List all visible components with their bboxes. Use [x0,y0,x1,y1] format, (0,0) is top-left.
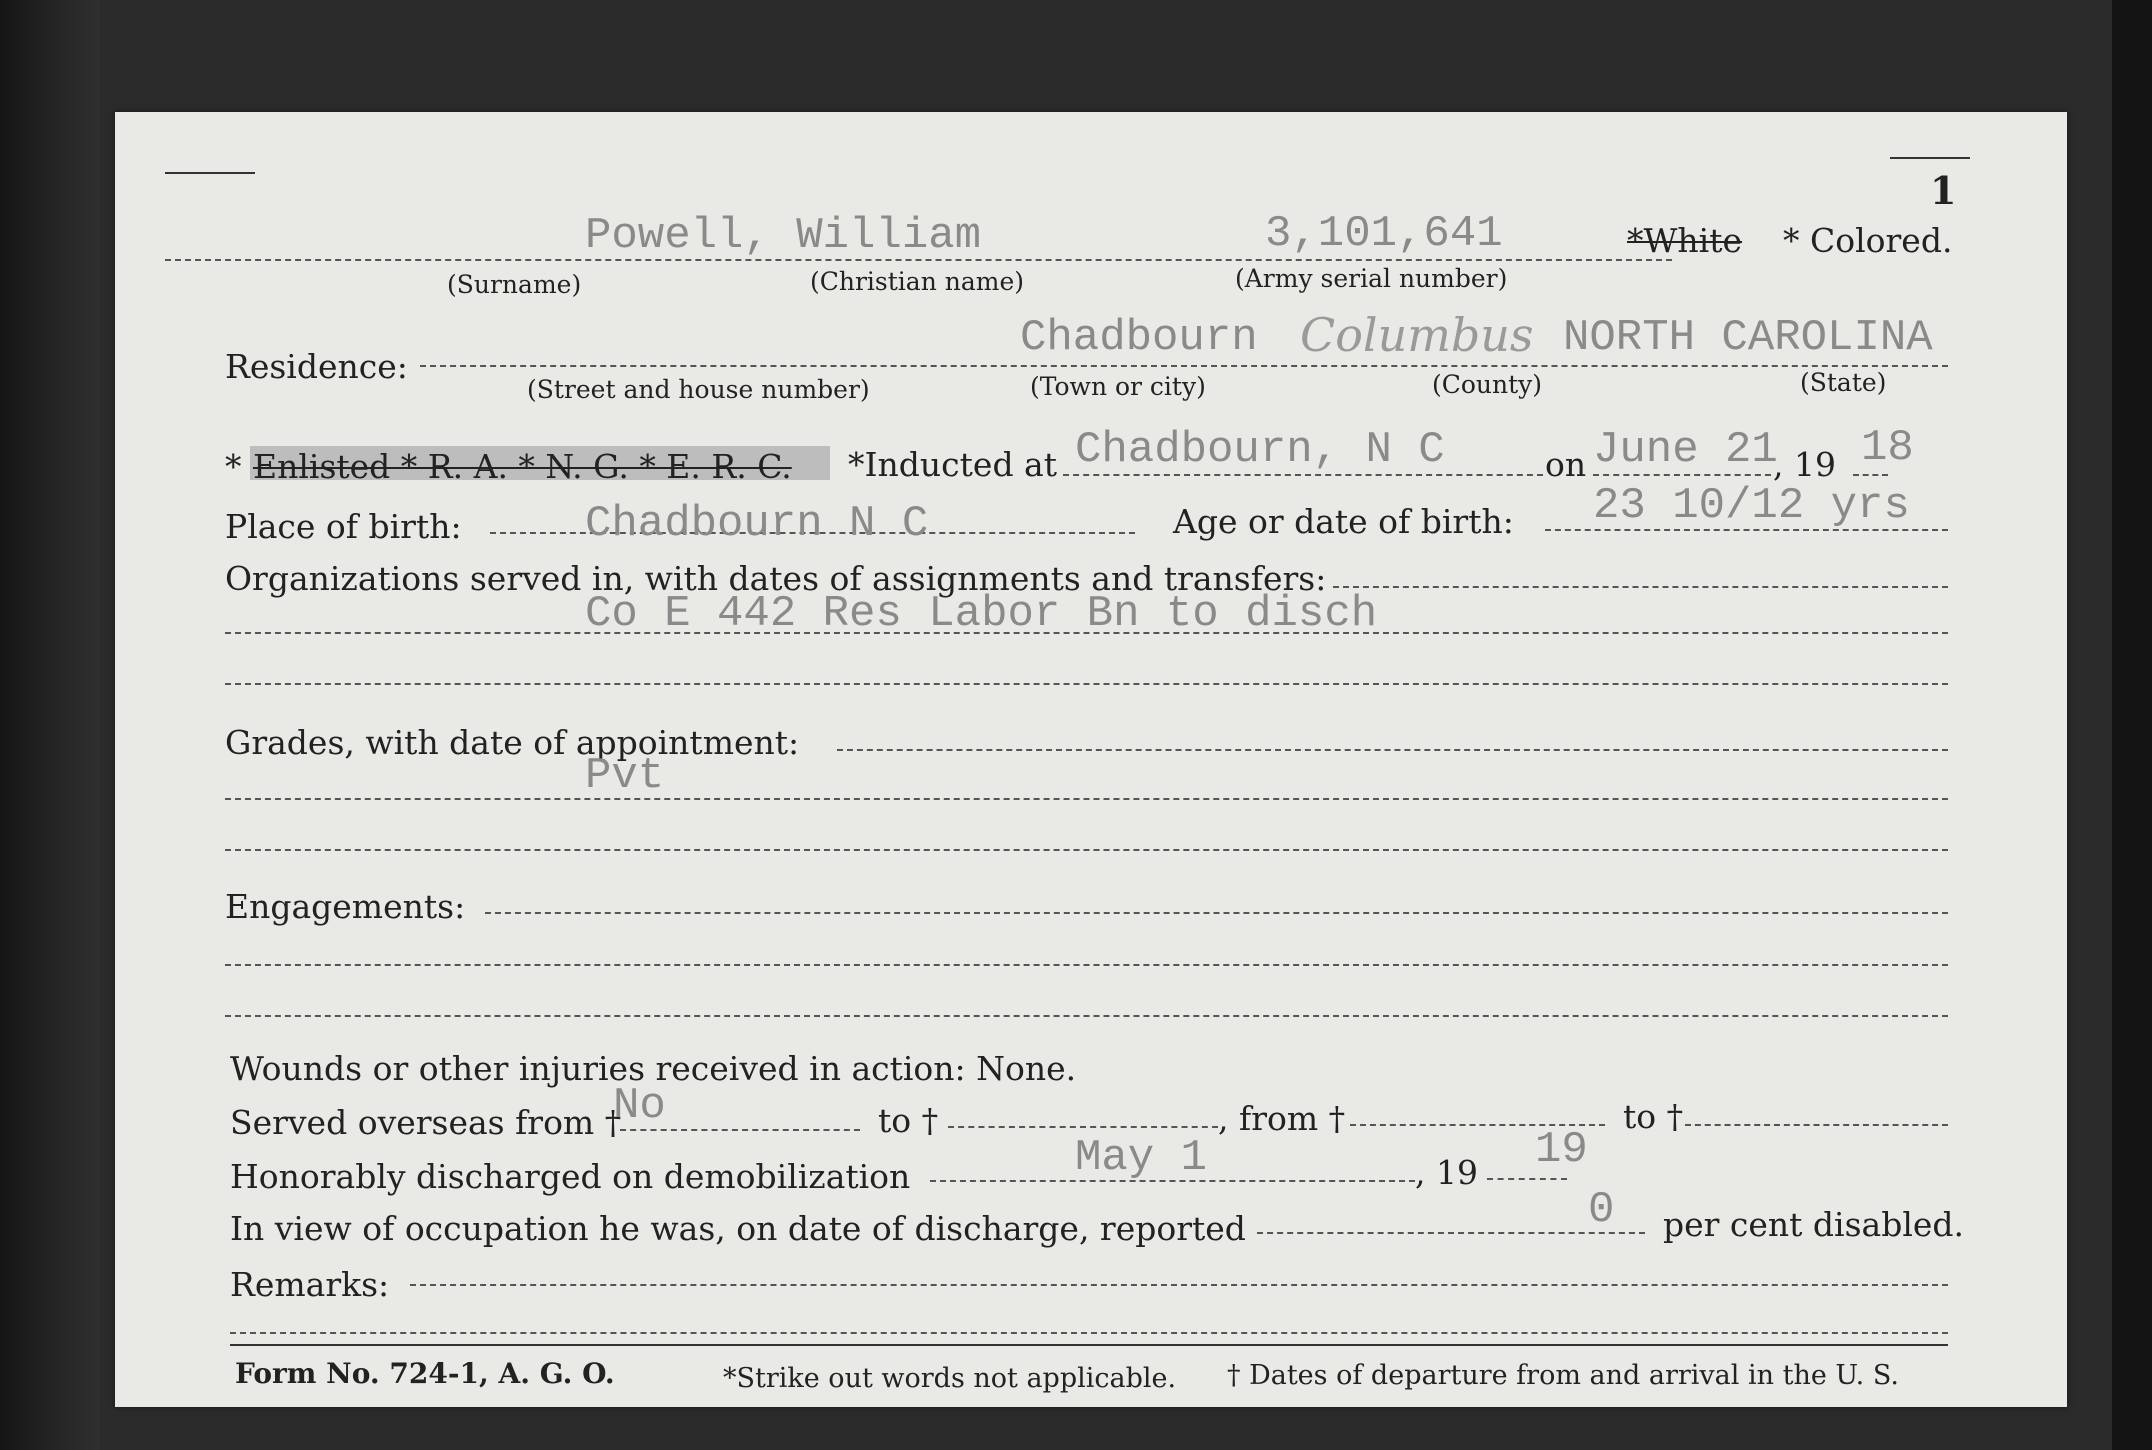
top-right-rule [1890,157,1970,159]
year-prefix: , 19 [1773,445,1836,484]
discharge-year-line [1487,1178,1567,1180]
scanner-background-right [2112,0,2152,1450]
residence-line [420,365,1948,367]
induction-year-line [1853,474,1888,476]
wounds-label: Wounds or other injuries received in action: None. [230,1049,1077,1088]
discharge-date-value: May 1 [1075,1133,1208,1183]
engagements-line-3 [225,1015,1948,1017]
remarks-line-1 [410,1284,1948,1286]
engagements-label: Engagements: [225,887,466,926]
disability-line [1257,1232,1645,1234]
surname-value: Powell, William [585,211,982,261]
service-record-card [115,112,2067,1407]
footnote-dates: † Dates of departure from and arrival in the U. S. [1227,1360,1899,1391]
overseas-to-label: to † [878,1101,939,1140]
residence-label: Residence: [225,347,408,386]
birthplace-label: Place of birth: [225,507,462,546]
on-label: on [1545,445,1587,484]
enlisted-options-struck: Enlisted * R. A. * N. G. * E. R. C. [253,447,792,486]
label-street: (Street and house number) [527,375,870,404]
name-line [165,259,1672,261]
form-number: Form No. 724-1, A. G. O. [235,1357,615,1390]
discharge-label: Honorably discharged on demobilization [230,1157,911,1196]
induction-year-value: 18 [1861,423,1914,473]
organizations-value: Co E 442 Res Labor Bn to disch [585,589,1378,639]
engagements-line-2 [225,964,1948,966]
serial-value: 3,101,641 [1265,209,1503,259]
page-number: 1 [1930,168,1957,213]
overseas-label: Served overseas from † [230,1103,622,1142]
overseas-from-line [620,1129,860,1131]
remarks-label: Remarks: [230,1265,390,1304]
label-state: (State) [1800,368,1887,397]
overseas-from-label-2: , from † [1218,1099,1346,1138]
inducted-label: *Inducted at [848,445,1057,484]
inducted-value: Chadbourn, N C [1075,425,1445,475]
overseas-to-label-2: to † [1623,1097,1684,1136]
overseas-to-line [948,1126,1218,1128]
label-christian-name: (Christian name) [810,267,1025,296]
race-white-struck: *White [1627,221,1743,260]
grades-label: Grades, with date of appointment: [225,723,800,762]
label-town: (Town or city) [1030,372,1206,401]
engagements-line-1 [485,912,1948,914]
label-county: (County) [1432,370,1543,399]
organizations-line-3 [225,683,1948,685]
grades-line-3 [225,849,1948,851]
footer-rule [230,1344,1948,1346]
grades-line-2 [225,798,1948,800]
top-left-rule [165,172,255,174]
discharge-year-prefix: , 19 [1415,1153,1478,1192]
grades-line-1 [837,749,1948,751]
residence-state-value: NORTH CAROLINA [1563,313,1933,363]
discharge-year-value: 19 [1535,1125,1588,1175]
disability-label: In view of occupation he was, on date of discharge, reported [230,1209,1246,1248]
race-colored: * Colored. [1783,221,1953,260]
residence-town-value: Chadbourn [1020,313,1258,363]
grades-value: Pvt [585,751,665,801]
footnote-strike: *Strike out words not applicable. [723,1363,1177,1394]
label-army-serial: (Army serial number) [1235,264,1508,293]
disability-value: 0 [1588,1185,1615,1235]
label-surname: (Surname) [447,270,582,299]
organizations-line-2 [225,632,1948,634]
scanner-background-left [0,0,100,1450]
age-value: 23 10/12 yrs [1593,481,1910,531]
overseas-value: No [613,1081,666,1131]
residence-county-value: Columbus [1300,308,1534,362]
remarks-line-2 [230,1332,1948,1334]
induction-date-value: June 21 [1593,425,1778,475]
disability-suffix: per cent disabled. [1663,1205,1965,1244]
organizations-line-1 [1333,586,1948,588]
overseas-to-line-2 [1685,1124,1948,1126]
age-label: Age or date of birth: [1173,502,1514,541]
birthplace-value: Chadbourn N C [585,499,929,549]
enlisted-asterisk: * [225,447,242,486]
organizations-label: Organizations served in, with dates of assignments and transfers: [225,559,1327,598]
